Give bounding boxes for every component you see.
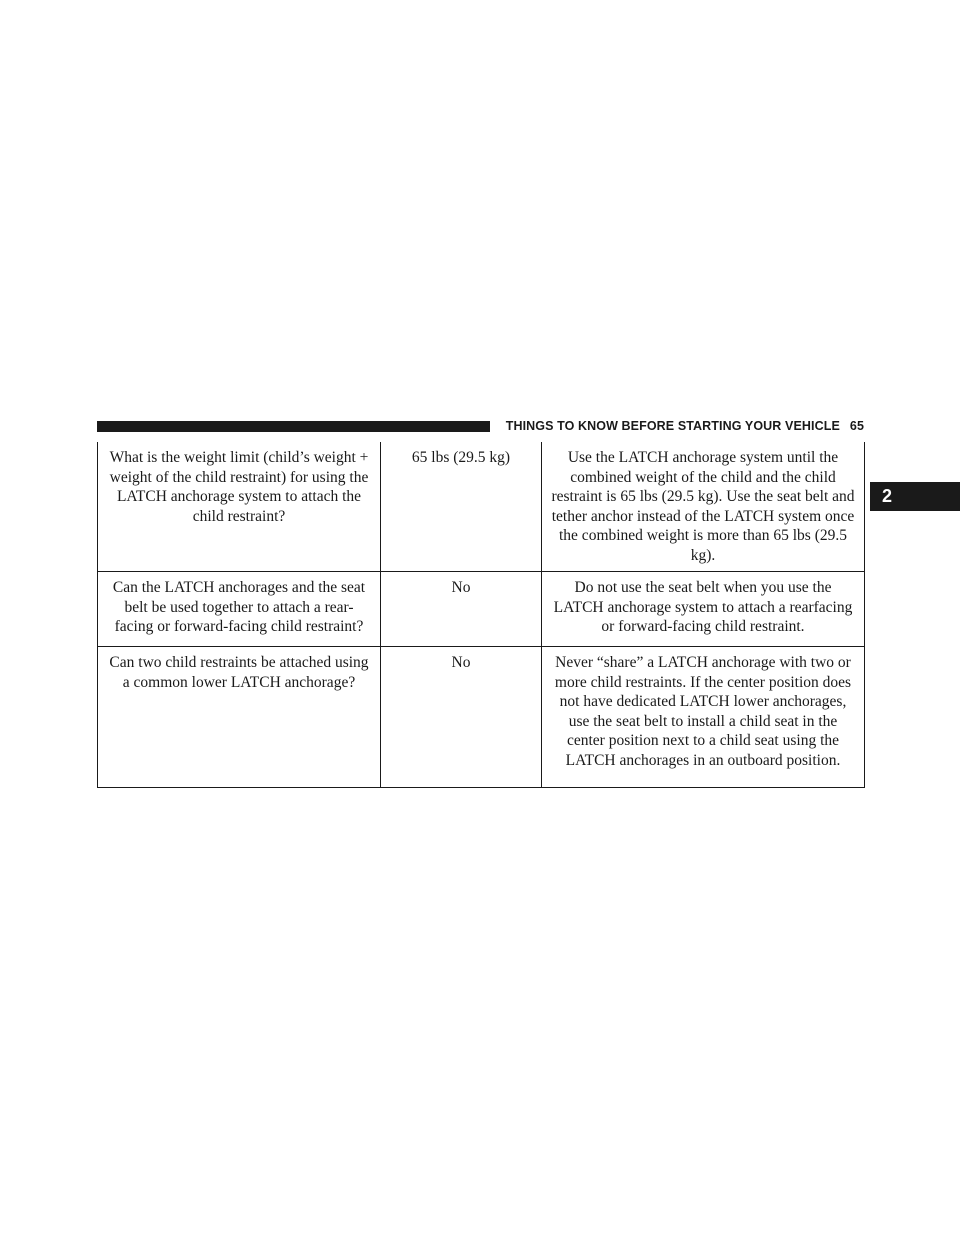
latch-faq-table [97,442,865,788]
instructions-cell: Use the LATCH anchorage system until the combined weight of the child and the child restraint is 65 lbs (29.5 kg). Use the seat belt and tether anchor instead of the LATCH system once the combined weight is more than 65 lbs (29.5 kg). [542,442,865,572]
page-number: 65 [849,419,864,433]
chapter-tab: 2 [870,482,960,511]
answer-cell: No [381,647,542,788]
answer-cell: No [381,572,542,647]
table-row [98,442,865,572]
instructions-cell: Do not use the seat belt when you use the LATCH anchorage system to attach a rearfacing or forward-facing child restraint. [542,572,865,647]
answer-cell: 65 lbs (29.5 kg) [381,442,542,572]
question-cell: Can two child restraints be attached using a common lower LATCH anchorage? [98,647,381,788]
question-cell: Can the LATCH anchorages and the seat belt be used together to attach a rear-facing or forward-facing child restraint? [98,572,381,647]
header-rule-bar [97,421,490,432]
table-row [98,647,865,788]
instructions-cell: Never “share” a LATCH anchorage with two or more child restraints. If the center position does not have dedicated LATCH lower anchorages, use the seat belt to install a child seat in the center position next to a child seat using the LATCH anchorages in an outboard position. [542,647,865,788]
question-cell: What is the weight limit (child’s weight + weight of the child restraint) for using the LATCH anchorage system to attach the child restraint? [98,442,381,572]
table-row [98,572,865,647]
running-header [502,418,864,434]
section-title: THINGS TO KNOW BEFORE STARTING YOUR VEHICLE [505,419,840,433]
